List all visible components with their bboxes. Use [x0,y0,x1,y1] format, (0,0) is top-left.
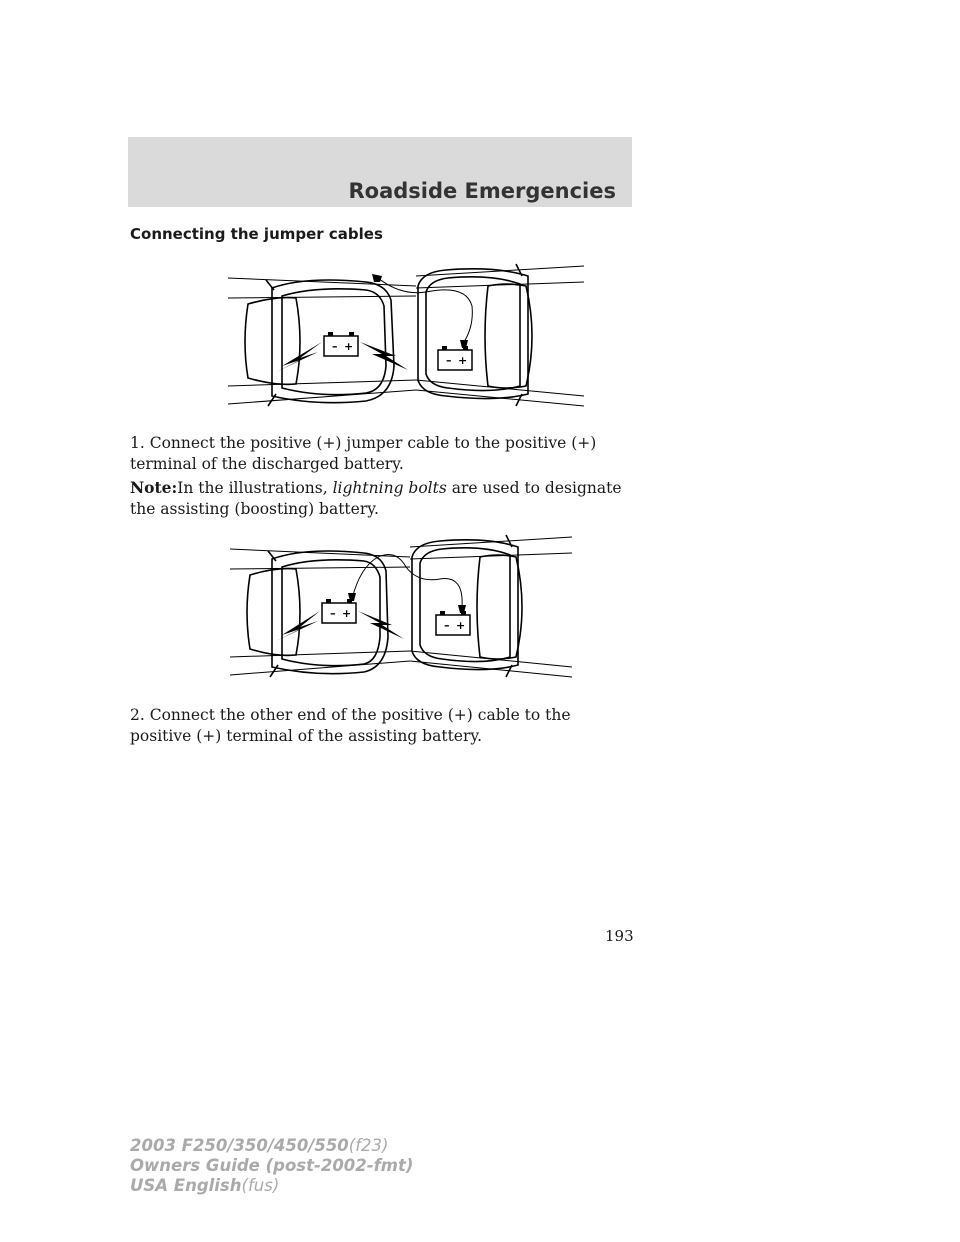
section-heading: Connecting the jumper cables [130,225,383,243]
step-2-text: 2. Connect the other end of the positive (+) cable to the positive (+) terminal of the assisting battery. [130,706,571,745]
battery-icon [438,346,472,370]
note-text-before: In the illustrations, [177,479,333,497]
footer-language: USA English [130,1176,242,1195]
battery-plus-label: + [456,619,466,632]
footer-model: 2003 F250/350/450/550 [130,1136,349,1155]
illustration-svg-2 [228,527,574,689]
footer-line-3 [130,1176,413,1196]
section-title: Roadside Emergencies [348,179,616,203]
jumper-cable-icon [348,555,466,613]
page-number: 193 [605,927,634,945]
cable-clamp-icon [372,274,382,282]
battery-plus-label: + [342,607,352,620]
step-1-text: 1. Connect the positive (+) jumper cable to the positive (+) terminal of the discharged battery. [130,434,597,473]
illustration-svg-1 [226,256,586,420]
car-icon [416,264,584,406]
footer-guide: Owners Guide (post-2002-fmt) [130,1156,414,1175]
battery-minus-label: – [446,354,452,367]
car-icon [410,535,572,677]
battery-minus-label: – [444,619,450,632]
battery-plus-label: + [344,340,354,353]
battery-icon [322,599,356,623]
jumper-cable-illustration-1 [226,256,586,420]
battery-minus-label: – [330,607,336,620]
note-text-after: are used to designate the assisting (boosting) battery. [130,479,622,518]
battery-icon [436,611,470,635]
battery-plus-label: + [458,354,468,367]
footer [130,1136,413,1196]
header-band [128,137,632,207]
note-label: Note: [130,478,178,497]
battery-icon [324,332,358,356]
battery-minus-label: – [332,340,338,353]
footer-model-code: (f23) [348,1136,389,1155]
note-emphasis: lightning bolts [332,479,447,497]
footer-line-1 [130,1136,413,1156]
car-icon [230,549,410,677]
note-paragraph [130,477,630,520]
jumper-cable-illustration-2 [228,527,574,689]
footer-language-code: (fus) [241,1176,280,1195]
footer-line-2 [130,1156,413,1176]
